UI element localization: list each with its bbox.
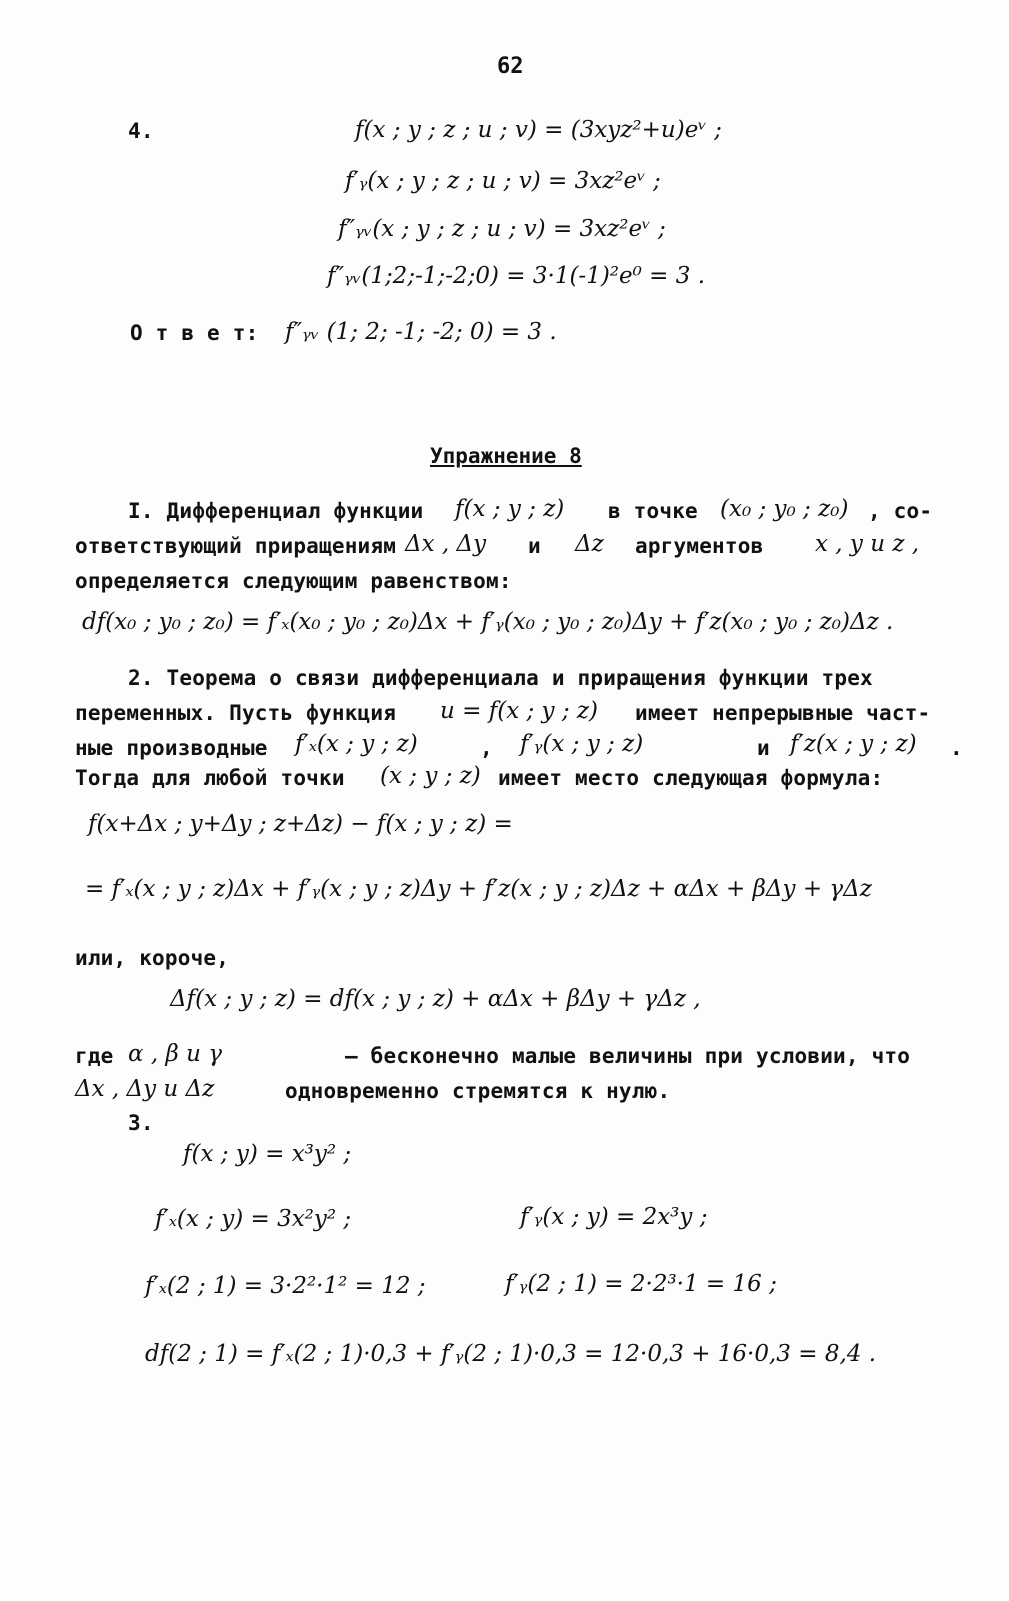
inline-math: Δx , Δy [405,531,487,557]
formula-line: f′ᵧ(x ; y) = 2x³y ; [520,1204,708,1230]
formula-line: Δf(x ; y ; z) = df(x ; y ; z) + αΔx + βΔy + γΔz , [170,986,701,1012]
inline-math: (x ; y ; z) [380,763,481,789]
text-line: ные производные [75,736,268,760]
text-line: ответствующий приращениям [75,534,397,558]
text-line: Тогда для любой точки [75,766,345,790]
item-number: 4. [128,119,154,143]
inline-math: Δx , Δy и Δz [75,1076,215,1102]
formula-line: f′ᵧ(2 ; 1) = 2·2³·1 = 16 ; [505,1271,777,1297]
text-line: , [480,736,493,760]
inline-math: x , y и z , [815,531,920,557]
inline-math: f′ᵧ(x ; y ; z) [520,731,644,757]
item-number: 3. [128,1111,154,1135]
section-heading: Упражнение 8 [430,444,582,468]
text-line: имеет непрерывные част- [635,701,931,725]
text-line: I. Дифференциал функции [128,499,424,523]
text-line: 2. Теорема о связи дифференциала и приращения функции трех [128,666,873,690]
answer-formula: f″ᵧᵥ (1; 2; -1; -2; 0) = 3 . [285,319,557,345]
text-line: в точке [608,499,698,523]
formula-line: f′ₓ(x ; y) = 3x²y² ; [155,1206,352,1232]
formula-line: f″ᵧᵥ(1;2;-1;-2;0) = 3·1(-1)²e⁰ = 3 . [327,263,706,289]
formula-line: df(x₀ ; y₀ ; z₀) = f′ₓ(x₀ ; y₀ ; z₀)Δx + f′ᵧ(x₀ ; y₀ ; z₀)Δy + f′z(x₀ ; y₀ ; z₀)Δz . [82,609,894,635]
inline-math: α , β и γ [128,1041,222,1067]
inline-math: Δz [575,531,604,557]
text-line: – бесконечно малые величины при условии, что [345,1044,911,1068]
formula-line: f″ᵧᵥ(x ; y ; z ; u ; v) = 3xz²eᵛ ; [338,216,666,242]
inline-math: f′ₓ(x ; y ; z) [295,731,418,757]
formula-line: df(2 ; 1) = f′ₓ(2 ; 1)·0,3 + f′ᵧ(2 ; 1)·0,3 = 12·0,3 + 16·0,3 = 8,4 . [145,1341,877,1367]
inline-math: (x₀ ; y₀ ; z₀) [720,496,849,522]
text-line: и [757,736,770,760]
answer-label: О т в е т: [130,321,259,345]
text-line: , со- [868,499,933,523]
inline-math: f′z(x ; y ; z) [790,731,917,757]
formula-line: f′ᵧ(x ; y ; z ; u ; v) = 3xz²eᵛ ; [345,168,661,194]
text-line: определяется следующим равенством: [75,569,512,593]
text-line: или, короче, [75,946,230,970]
text-line: имеет место следующая формула: [498,766,884,790]
text-line: где [75,1044,114,1068]
text-line: аргументов [635,534,764,558]
formula-line: f(x+Δx ; y+Δy ; z+Δz) − f(x ; y ; z) = [88,811,513,837]
text-line: и [528,534,541,558]
text-line: одновременно стремятся к нулю. [285,1079,671,1103]
formula-line: f(x ; y) = x³y² ; [183,1141,352,1167]
formula-line: f′ₓ(2 ; 1) = 3·2²·1² = 12 ; [145,1273,426,1299]
formula-line: = f′ₓ(x ; y ; z)Δx + f′ᵧ(x ; y ; z)Δy + f′z(x ; y ; z)Δz + αΔx + βΔy + γΔz [85,876,872,902]
page-number: 62 [497,54,524,79]
inline-math: f(x ; y ; z) [455,496,565,522]
inline-math: u = f(x ; y ; z) [440,698,598,724]
text-line: переменных. Пусть функция [75,701,397,725]
formula-line: f(x ; y ; z ; u ; v) = (3xyz²+u)eᵛ ; [355,117,722,143]
text-line: . [950,736,963,760]
